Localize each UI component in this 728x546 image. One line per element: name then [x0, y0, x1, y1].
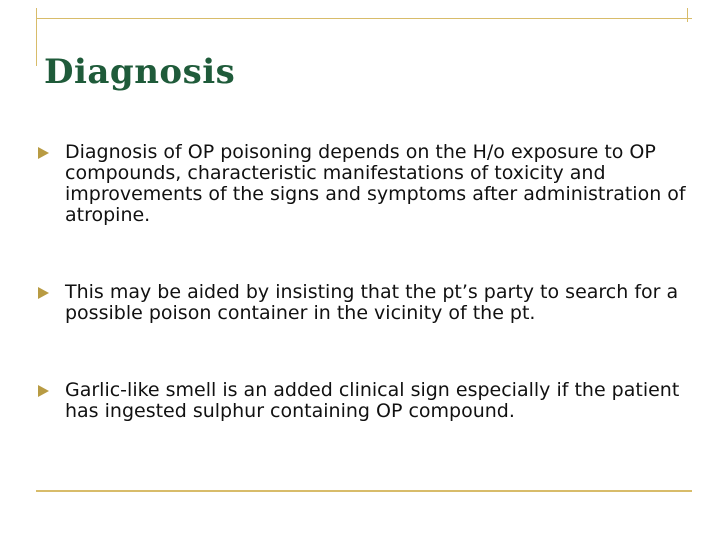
bullet-list [38, 142, 688, 422]
left-rule [36, 8, 37, 66]
bottom-rule [36, 490, 692, 492]
top-rule [36, 18, 692, 19]
bullet-item [38, 282, 688, 324]
triangle-bullet-icon [38, 147, 49, 159]
bullet-text: Diagnosis of OP poisoning depends on the H/o exposure to OP compounds, characteristic manifestations of toxicity and improvements of the signs and symptoms after administration of atropine. [65, 141, 686, 226]
bullet-item [38, 142, 688, 226]
right-rule [687, 8, 688, 22]
triangle-bullet-icon [38, 287, 49, 299]
bullet-text: Garlic-like smell is an added clinical sign especially if the patient has ingested sulphur containing OP compound. [65, 379, 680, 422]
bullet-item [38, 380, 688, 422]
triangle-bullet-icon [38, 385, 49, 397]
slide-title: Diagnosis [44, 51, 236, 92]
bullet-text: This may be aided by insisting that the pt’s party to search for a possible poison container in the vicinity of the pt. [65, 281, 679, 324]
